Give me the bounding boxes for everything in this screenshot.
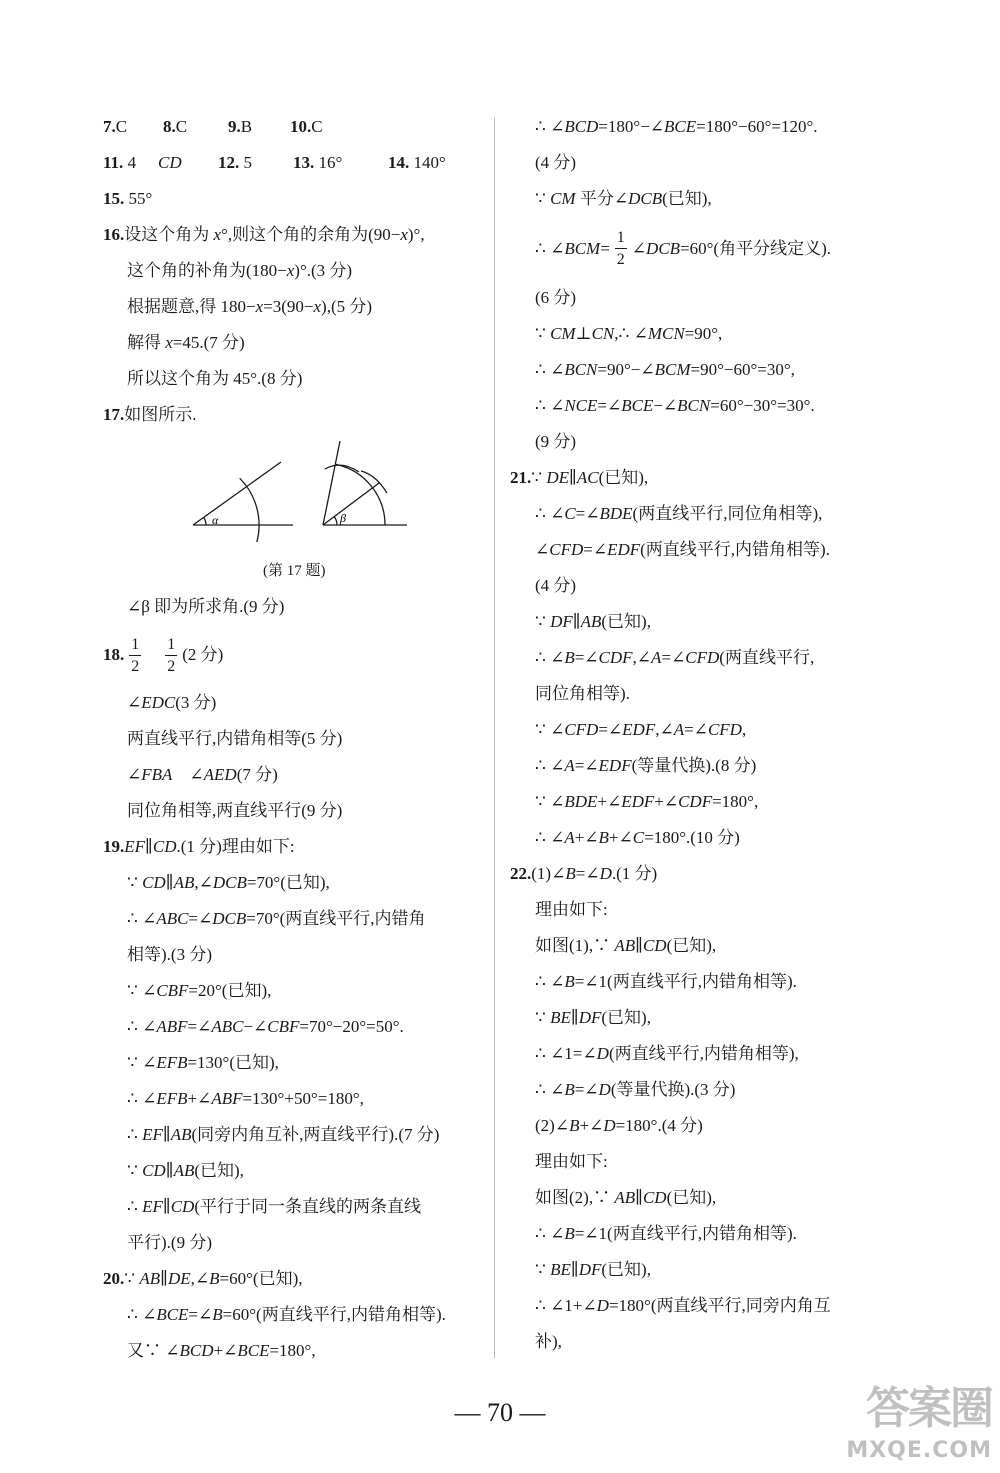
- answer-13: 13. 16°: [293, 153, 343, 172]
- answer-19-line: ∵ ∠EFB=130°(已知),: [127, 1053, 279, 1072]
- answer-15: 15. 55°: [103, 189, 153, 208]
- watermark-logo-text: 答案圈: [866, 1383, 992, 1434]
- answer-16-line: 这个角的补角为(180−x)°.(3 分): [127, 261, 353, 280]
- answer-20-line: ∴ ∠BCM= $\frac{1}{2}$ ∠DCB=60°(角平分线定义).: [535, 229, 832, 268]
- answer-11: 11. 4: [103, 153, 137, 172]
- answer-22-line: ∴ ∠B=∠1(两直线平行,内错角相等).: [535, 972, 797, 991]
- answer-19-line: 平行).(9 分): [127, 1233, 212, 1252]
- beta-label: β: [340, 511, 346, 525]
- answer-19-line: ∵ CD∥AB,∠DCB=70°(已知),: [127, 873, 330, 892]
- figure-caption: (第 17 题): [263, 563, 326, 579]
- answer-20-line: ∴ ∠BCN=90°−∠BCM=90°−60°=30°,: [535, 360, 795, 379]
- fraction: $\frac{1}{2}$: [131, 635, 140, 675]
- fraction: $\frac{1}{2}$: [616, 229, 625, 268]
- answer-19-line: ∵ ∠CBF=20°(已知),: [127, 981, 272, 1000]
- answer-21-line: ∵ ∠CFD=∠EDF,∠A=∠CFD,: [535, 720, 747, 739]
- answer-16-line: 16.设这个角为 x°,则这个角的余角为(90−x)°,: [103, 225, 425, 244]
- answers-row-11-14: [103, 145, 488, 181]
- answer-21-line: ∠CFD=∠EDF(两直线平行,内错角相等).: [535, 540, 830, 559]
- answer-19-line: ∴ ∠ABC=∠DCB=70°(两直线平行,内错角: [127, 909, 426, 928]
- construction-line: [323, 441, 340, 525]
- answer-22-line: ∵ BE∥DF(已知),: [535, 1260, 651, 1279]
- answer-18-line: ∠FBA ∠AED(7 分): [127, 765, 278, 784]
- answer-19-line: 相等).(3 分): [127, 945, 212, 964]
- right-column: [510, 109, 980, 1360]
- answer-21-line: ∵ DF∥AB(已知),: [535, 612, 651, 631]
- alpha-angle-mark: [204, 517, 206, 525]
- alpha-construction-arc: [240, 478, 259, 542]
- answer-7: 7.C: [103, 117, 128, 136]
- answer-19-line: 19.EF∥CD.(1 分)理由如下:: [103, 837, 295, 856]
- answer-18-line: ∠EDC(3 分): [127, 693, 217, 712]
- answer-22-line: 22.(1)∠B=∠D.(1 分): [510, 864, 658, 883]
- answer-22-line: 补),: [535, 1332, 562, 1351]
- page-number: — 70 —: [454, 1398, 546, 1427]
- answer-16-line: 根据题意,得 180−x=3(90−x),(5 分): [127, 297, 373, 316]
- answer-22-line: (2)∠B+∠D=180°.(4 分): [535, 1116, 703, 1135]
- answer-19-line: ∵ CD∥AB(已知),: [127, 1161, 244, 1180]
- answer-22-line: 理由如下:: [535, 1152, 608, 1171]
- answers-row-7-10: [103, 109, 488, 145]
- answer-17-line: ∠β 即为所求角.(9 分): [127, 597, 285, 616]
- answer-21-line: ∴ ∠C=∠BDE(两直线平行,同位角相等),: [535, 504, 823, 523]
- answer-21-line: ∴ ∠A+∠B+∠C=180°.(10 分): [535, 828, 740, 847]
- answer-14: 14. 140°: [388, 153, 446, 172]
- figure-17: [103, 433, 488, 553]
- answer-20-line: (9 分): [535, 432, 577, 451]
- answer-20-line: ∴ ∠BCD=180°−∠BCE=180°−60°=120°.: [535, 117, 818, 136]
- answer-10: 10.C: [290, 117, 323, 136]
- answer-21-line: (4 分): [535, 576, 577, 595]
- answer-20-line: (4 分): [535, 153, 577, 172]
- answer-20-line: 又∵ ∠BCD+∠BCE=180°,: [127, 1341, 316, 1360]
- answer-16-line: 解得 x=45.(7 分): [127, 333, 245, 352]
- answer-11-blank-2: CD: [158, 153, 182, 172]
- answer-22-line: 如图(1),∵ AB∥CD(已知),: [535, 936, 717, 955]
- answer-21-line: ∴ ∠A=∠EDF(等量代换).(8 分): [535, 756, 757, 775]
- answer-9: 9.B: [228, 117, 253, 136]
- answer-19-line: ∴ EF∥AB(同旁内角互补,两直线平行).(7 分): [127, 1125, 440, 1144]
- angle-construction-figure: [103, 433, 488, 553]
- answer-20-line: ∵ CM⊥CN,∴ ∠MCN=90°,: [535, 324, 723, 343]
- beta-side-ray: [323, 483, 379, 525]
- answer-20-line: ∵ CM 平分∠DCB(已知),: [535, 189, 712, 208]
- watermark-logo: [822, 1380, 992, 1464]
- answer-21-line: ∴ ∠B=∠CDF,∠A=∠CFD(两直线平行,: [535, 648, 815, 667]
- fraction: $\frac{1}{2}$: [167, 635, 176, 675]
- answer-22-line: ∵ BE∥DF(已知),: [535, 1008, 651, 1027]
- answer-21-line: ∵ ∠BDE+∠EDF+∠CDF=180°,: [535, 792, 759, 811]
- answer-22-line: 如图(2),∵ AB∥CD(已知),: [535, 1188, 717, 1207]
- answer-19-line: ∴ ∠ABF=∠ABC−∠CBF=70°−20°=50°.: [127, 1017, 404, 1036]
- answer-18-line: 18. $\frac{1}{2}$ $\frac{1}{2}$ (2 分): [103, 635, 224, 675]
- answer-18-line: 同位角相等,两直线平行(9 分): [127, 801, 343, 820]
- answer-21-line: 21.∵ DE∥AC(已知),: [510, 468, 649, 487]
- answer-16-line: 所以这个角为 45°.(8 分): [127, 369, 303, 388]
- alpha-label: α: [212, 513, 219, 527]
- answer-12: 12. 5: [218, 153, 252, 172]
- answer-22-line: 理由如下:: [535, 900, 608, 919]
- answer-21-line: 同位角相等).: [535, 684, 630, 703]
- answer-20-line: ∴ ∠NCE=∠BCE−∠BCN=60°−30°=30°.: [535, 396, 815, 415]
- answer-19-line: ∴ ∠EFB+∠ABF=130°+50°=180°,: [127, 1089, 364, 1108]
- answer-8: 8.C: [163, 117, 188, 136]
- column-divider: [494, 118, 495, 1358]
- answer-18-line: 两直线平行,内错角相等(5 分): [127, 729, 343, 748]
- alpha-side-ray: [193, 462, 281, 525]
- answer-19-line: ∴ EF∥CD(平行于同一条直线的两条直线: [127, 1197, 422, 1216]
- answer-22-line: ∴ ∠1=∠D(两直线平行,内错角相等),: [535, 1044, 799, 1063]
- answer-20-line: 20.∵ AB∥DE,∠B=60°(已知),: [103, 1269, 303, 1288]
- answer-20-line: ∴ ∠BCE=∠B=60°(两直线平行,内错角相等).: [127, 1305, 446, 1324]
- answer-17-line: 17.如图所示.: [103, 405, 197, 424]
- left-column: [103, 109, 488, 1369]
- watermark-url: MXQE.COM: [846, 1438, 992, 1463]
- beta-angle-mark: [334, 517, 337, 525]
- answer-20-line: (6 分): [535, 288, 577, 307]
- answer-22-line: ∴ ∠B=∠D(等量代换).(3 分): [535, 1080, 736, 1099]
- answer-22-line: ∴ ∠B=∠1(两直线平行,内错角相等).: [535, 1224, 797, 1243]
- answer-22-line: ∴ ∠1+∠D=180°(两直线平行,同旁内角互: [535, 1296, 831, 1315]
